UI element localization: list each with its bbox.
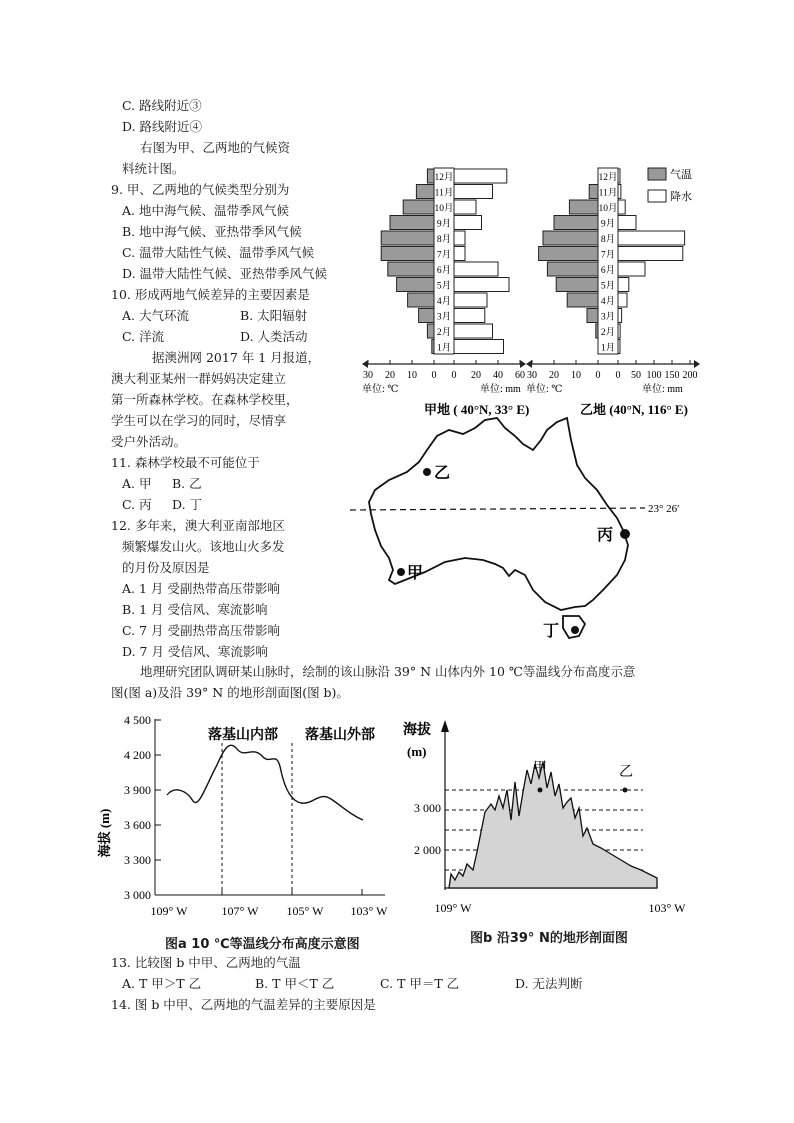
q9-option-c: C. 温带大陆性气候、温带季风气候	[122, 245, 315, 260]
precip-bar	[618, 216, 636, 230]
fig-b-point-yi	[623, 788, 628, 793]
precip-bar	[454, 278, 509, 292]
precip-bar	[618, 309, 622, 323]
precip-bar	[618, 262, 645, 276]
temp-bar	[554, 216, 598, 230]
fig-a-ytick: 4 200	[124, 748, 151, 762]
temp-bar	[539, 247, 598, 261]
precip-bar	[454, 231, 465, 245]
fig-a-isotherm-line	[167, 745, 363, 820]
q11-option-b: B. 乙	[172, 476, 202, 491]
temp-bar	[587, 309, 598, 323]
fig-a-region-inner: 落基山内部	[208, 728, 278, 743]
month-label: 1月	[600, 343, 616, 354]
month-label: 7月	[436, 250, 452, 261]
q13-stem: 13. 比较图 b 中甲、乙两地的气温	[111, 955, 301, 970]
temp-bar	[589, 185, 598, 199]
precip-bar	[618, 293, 627, 307]
precip-bar	[618, 247, 683, 261]
month-label: 8月	[600, 235, 616, 245]
fig-a-ytick: 3 000	[124, 888, 151, 902]
temp-bar	[403, 200, 434, 214]
axis-arrow-left	[362, 360, 368, 368]
point-bing	[620, 529, 630, 539]
fig-b-xtick: 109° W	[434, 901, 472, 915]
temp-bar	[427, 324, 434, 338]
month-label: 10月	[598, 204, 618, 214]
q11-option-a: A. 甲	[122, 476, 152, 491]
climate-charts	[360, 160, 710, 420]
temp-bar	[381, 231, 434, 245]
australia-para-4: 学生可以在学习的同时，尽情享	[111, 413, 287, 428]
temp-bar	[390, 216, 434, 230]
fig-b-ylabel-1: 海拔	[403, 723, 431, 738]
label-yi: 乙	[434, 465, 451, 482]
climate-intro-line-2: 料统计图。	[122, 161, 185, 176]
fig-a-ytick: 4 500	[124, 713, 151, 727]
unit-precip-label: 单位: mm	[642, 384, 683, 395]
precip-bar	[454, 293, 487, 307]
q10-stem: 10. 形成两地气候差异的主要因素是	[111, 287, 310, 302]
fig-b-label-jia: 甲	[533, 761, 547, 776]
month-label: 3月	[436, 312, 452, 323]
fig-a-ylabel: 海拔 (m)	[97, 808, 112, 858]
climate-intro-line-1: 右图为甲、乙两地的气候资	[140, 140, 291, 155]
q13-option-c: C. T 甲＝T 乙	[380, 976, 460, 991]
month-label: 4月	[600, 297, 616, 307]
fig-a-xtick: 109° W	[150, 904, 188, 918]
legend-temp-label: 气温	[670, 169, 692, 181]
precip-tick-label: 150	[664, 370, 680, 381]
q8-option-d: D. 路线附近④	[122, 119, 203, 134]
temp-bar	[543, 231, 598, 245]
label-bing: 丙	[597, 527, 614, 544]
temp-tick-label: 30	[527, 370, 537, 381]
month-label: 7月	[600, 250, 616, 261]
q12-option-c: C. 7 月 受副热带高压带影响	[122, 623, 280, 638]
temp-tick-label: 30	[363, 370, 373, 381]
q10-option-c: C. 洋流	[122, 329, 165, 344]
q11-option-c: C. 丙	[122, 497, 152, 512]
australia-para-5: 受户外活动。	[111, 434, 187, 449]
fig-a-ytick: 3 900	[124, 783, 151, 797]
month-label: 8月	[436, 235, 452, 245]
fig-b-label-yi: 乙	[619, 765, 633, 780]
temp-bar	[381, 247, 434, 261]
fig-a-caption: 图a 10 ℃等温线分布高度示意图	[165, 937, 360, 952]
climate-chart-jia	[362, 168, 529, 417]
month-label: 6月	[436, 266, 452, 276]
q13-option-a: A. T 甲＞T 乙	[122, 976, 202, 991]
temp-tick-label: 0	[431, 370, 437, 381]
precip-bar	[454, 200, 476, 214]
legend-precip-label: 降水	[670, 191, 692, 203]
point-ding	[571, 626, 579, 634]
temp-bar	[416, 185, 434, 199]
temp-bar	[388, 262, 434, 276]
legend-precip-swatch	[648, 190, 666, 202]
unit-temp-label: 单位: ℃	[526, 384, 563, 395]
fig-a-ytick: 3 600	[124, 818, 151, 832]
precip-bar	[454, 247, 465, 261]
fig-b-ytick: 3 000	[414, 801, 441, 815]
temp-bar	[569, 200, 598, 214]
q14-stem: 14. 图 b 中甲、乙两地的气温差异的主要原因是	[111, 997, 376, 1012]
precip-bar	[618, 278, 629, 292]
climate-chart-yi	[526, 168, 700, 417]
q11-stem: 11. 森林学校最不可能位于	[111, 455, 260, 470]
unit-precip-label: 单位: mm	[480, 384, 521, 395]
q8-option-c: C. 路线附近③	[122, 98, 202, 113]
precip-bar	[454, 340, 504, 354]
temp-bar	[427, 169, 434, 183]
rocky-intro-2: 图(图 a)及沿 39° N 的地形剖面图(图 b)。	[111, 685, 349, 700]
temp-bar	[556, 278, 598, 292]
fig-a-xtick: 105° W	[286, 904, 324, 918]
q12-stem-2: 频繁爆发山火。该地山火多发	[122, 539, 285, 554]
precip-bar	[454, 185, 493, 199]
australia-para-3: 第一所森林学校。在森林学校里，	[111, 392, 299, 407]
month-label: 6月	[600, 266, 616, 276]
precip-bar	[454, 324, 493, 338]
precip-bar	[454, 262, 498, 276]
tropic-label: 23° 26′	[648, 503, 680, 515]
month-label: 12月	[434, 173, 454, 183]
figure-a-isotherm-chart	[95, 705, 395, 927]
q10-option-a: A. 大气环流	[122, 308, 189, 323]
precip-tick-label: 0	[451, 370, 457, 381]
q9-option-b: B. 地中海气候、亚热带季风气候	[122, 224, 302, 239]
fig-b-terrain-profile	[449, 762, 657, 888]
point-yi	[423, 468, 431, 476]
q9-option-d: D. 温带大陆性气候、亚热带季风气候	[122, 266, 328, 281]
precip-tick-label: 100	[646, 370, 662, 381]
precip-bar	[454, 169, 507, 183]
temp-tick-label: 20	[385, 370, 395, 381]
fig-a-xtick: 103° W	[350, 904, 388, 918]
precip-tick-label: 40	[493, 370, 503, 381]
q13-option-b: B. T 甲＜T 乙	[255, 976, 335, 991]
q10-option-b: B. 太阳辐射	[240, 308, 308, 323]
q12-option-d: D. 7 月 受信风、寒流影响	[122, 644, 268, 659]
precip-bar	[618, 231, 685, 245]
month-label: 2月	[600, 328, 616, 338]
month-label: 5月	[436, 281, 452, 292]
precip-tick-label: 20	[471, 370, 481, 381]
month-label: 12月	[598, 173, 618, 183]
precip-bar	[618, 200, 625, 214]
temp-bar	[547, 262, 598, 276]
fig-b-xtick: 103° W	[648, 901, 686, 915]
month-label: 10月	[434, 204, 454, 214]
fig-a-xtick: 107° W	[221, 904, 259, 918]
label-ding: 丁	[543, 623, 560, 640]
q9-option-a: A. 地中海气候、温带季风气候	[122, 203, 289, 218]
temp-bar	[408, 293, 434, 307]
temp-tick-label: 20	[549, 370, 559, 381]
month-label: 11月	[434, 188, 454, 199]
axis-arrow-right	[694, 360, 700, 368]
legend-temp-swatch	[648, 168, 666, 180]
axis-arrow-right	[520, 360, 526, 368]
q12-stem-3: 的月份及原因是	[122, 560, 210, 575]
month-label: 5月	[600, 281, 616, 292]
point-jia	[397, 568, 405, 576]
fig-b-point-jia	[538, 788, 543, 793]
month-label: 4月	[436, 297, 452, 307]
month-label: 2月	[436, 328, 452, 338]
q12-stem-1: 12. 多年来，澳大利亚南部地区	[111, 518, 285, 533]
fig-a-ytick: 3 300	[124, 853, 151, 867]
temp-tick-label: 10	[571, 370, 581, 381]
q12-option-b: B. 1 月 受信风、寒流影响	[122, 602, 268, 617]
month-label: 9月	[436, 219, 452, 230]
figure-b-profile-chart	[395, 712, 695, 927]
precip-bar	[454, 309, 485, 323]
rocky-intro-1: 地理研究团队调研某山脉时，绘制的该山脉沿 39° N 山体内外 10 ℃等温线分布高度示意	[140, 664, 636, 679]
australia-para-2: 澳大利亚某州一群妈妈决定建立	[111, 371, 287, 386]
month-label: 3月	[600, 312, 616, 323]
precip-tick-label: 50	[631, 370, 641, 381]
q10-option-d: D. 人类活动	[240, 329, 308, 344]
precip-bar	[454, 216, 482, 230]
fig-b-ylabel-2: (m)	[407, 744, 427, 759]
label-jia: 甲	[407, 565, 424, 582]
fig-a-region-outer: 落基山外部	[305, 728, 375, 743]
precip-tick-label: 0	[615, 370, 621, 381]
q9-stem: 9. 甲、乙两地的气候类型分别为	[111, 182, 290, 197]
temp-bar	[419, 309, 434, 323]
fig-b-ytick: 2 000	[414, 843, 441, 857]
temp-tick-label: 10	[407, 370, 417, 381]
temp-tick-label: 0	[595, 370, 601, 381]
q12-option-a: A. 1 月 受副热带高压带影响	[122, 581, 280, 596]
chart-caption: 甲地 ( 40°N, 33° E)	[424, 402, 530, 417]
temp-bar	[397, 278, 434, 292]
month-label: 11月	[598, 188, 618, 199]
australia-map	[345, 410, 695, 650]
precip-tick-label: 200	[682, 370, 698, 381]
month-label: 1月	[436, 343, 452, 354]
month-label: 9月	[600, 219, 616, 230]
australia-para-1: 据澳洲网 2017 年 1 月报道，	[152, 350, 321, 365]
precip-tick-label: 60	[515, 370, 525, 381]
fig-b-caption: 图b 沿39° N的地形剖面图	[470, 931, 628, 946]
unit-temp-label: 单位: ℃	[362, 384, 399, 395]
q11-option-d: D. 丁	[172, 497, 203, 512]
q13-option-d: D. 无法判断	[515, 976, 583, 991]
temp-bar	[567, 293, 598, 307]
axis-arrow-left	[526, 360, 532, 368]
chart-caption: 乙地 (40°N, 116° E)	[580, 402, 688, 417]
fig-b-y-arrow	[441, 720, 449, 732]
